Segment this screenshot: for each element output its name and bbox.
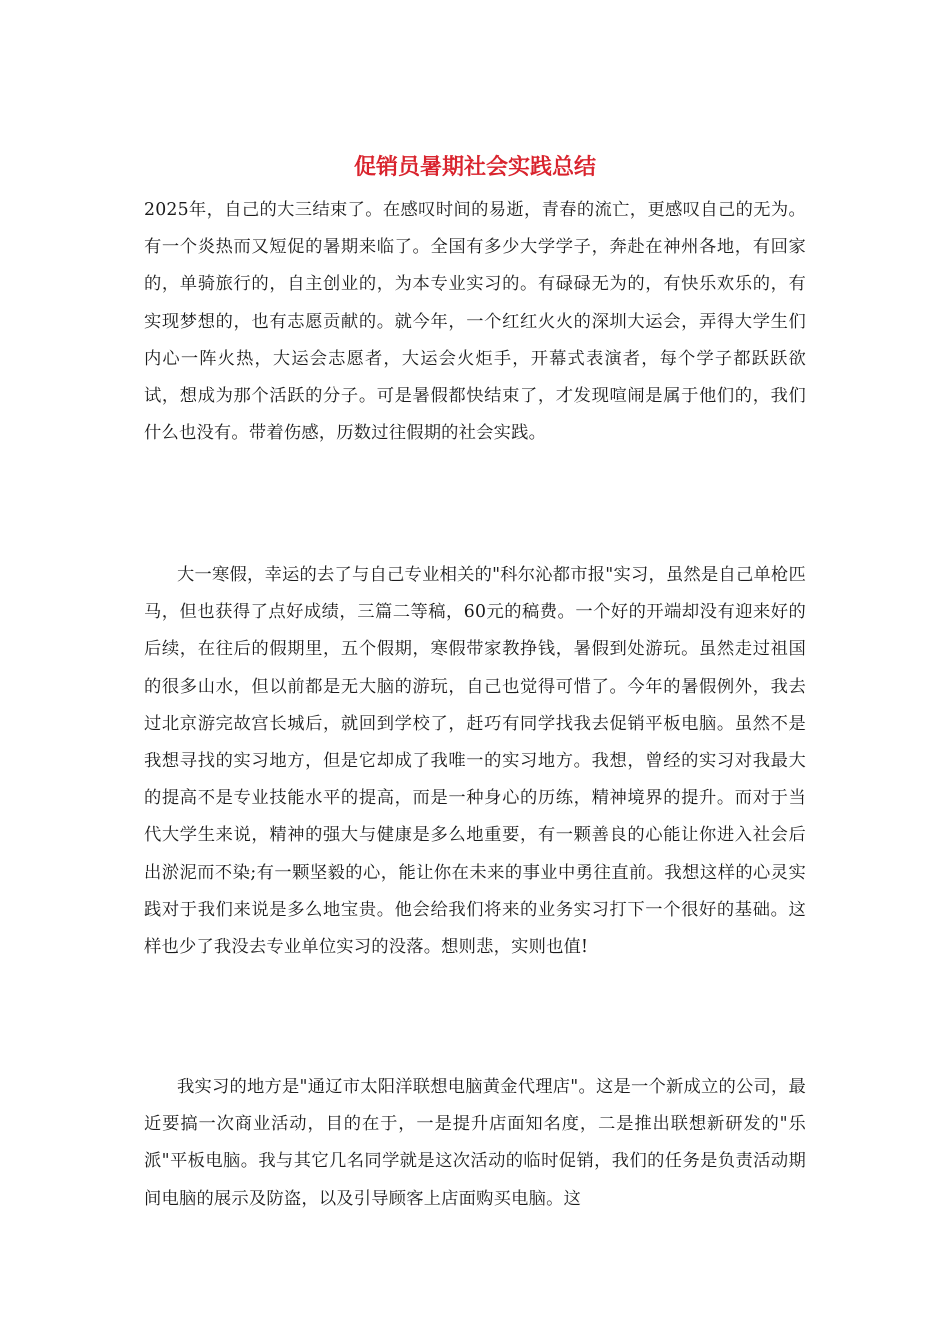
paragraph-2: 大一寒假，幸运的去了与自己专业相关的"科尔沁都市报"实习，虽然是自己单枪匹马，但也获得了点好成绩，三篇二等稿，60元的稿费。一个好的开端却没有迎来好的后续，在往后的假期里，五个假期，寒假带家教挣钱，暑假到处游玩。虽然走过祖国的很多山水，但以前都是无大脑的游玩，自己也觉得可惜了。今年的暑假例外，我去过北京游完故宫长城后，就回到学校了，赶巧有同学找我去促销平板电脑。虽然不是我想寻找的实习地方，但是它却成了我唯一的实习地方。我想，曾经的实习对我最大的提高不是专业技能水平的提高，而是一种身心的历练，精神境界的提升。而对于当代大学生来说，精神的强大与健康是多么地重要，有一颗善良的心能让你进入社会后出淤泥而不染;有一颗坚毅的心，能让你在未来的事业中勇往直前。我想这样的心灵实践对于我们来说是多么地宝贵。他会给我们将来的业务实习打下一个很好的基础。这样也少了我没去专业单位实习的没落。想则悲，实则也值! xyxy=(144,565,806,958)
paragraph-3: 我实习的地方是"通辽市太阳洋联想电脑黄金代理店"。这是一个新成立的公司，最近要搞一次商业活动，目的在于，一是提升店面知名度，二是推出联想新研发的"乐派"平板电脑。我与其它几名同学就是这次活动的临时促销，我们的任务是负责活动期间电脑的展示及防盗，以及引导顾客上店面购买电脑。这 xyxy=(144,1077,806,1209)
paragraph-1: 2025年，自己的大三结束了。在感叹时间的易逝，青春的流亡，更感叹自己的无为。有一个炎热而又短促的暑期来临了。全国有多少大学学子，奔赴在神州各地，有回家的，单骑旅行的，自主创业的，为本专业实习的。有碌碌无为的，有快乐欢乐的，有实现梦想的，也有志愿贡献的。就今年，一个红红火火的深圳大运会，弄得大学生们内心一阵火热，大运会志愿者，大运会火炬手，开幕式表演者，每个学子都跃跃欲试，想成为那个活跃的分子。可是暑假都快结束了，才发现喧闹是属于他们的，我们什么也没有。带着伤感，历数过往假期的社会实践。 xyxy=(144,200,806,444)
document-title: 促销员暑期社会实践总结 xyxy=(353,155,596,180)
